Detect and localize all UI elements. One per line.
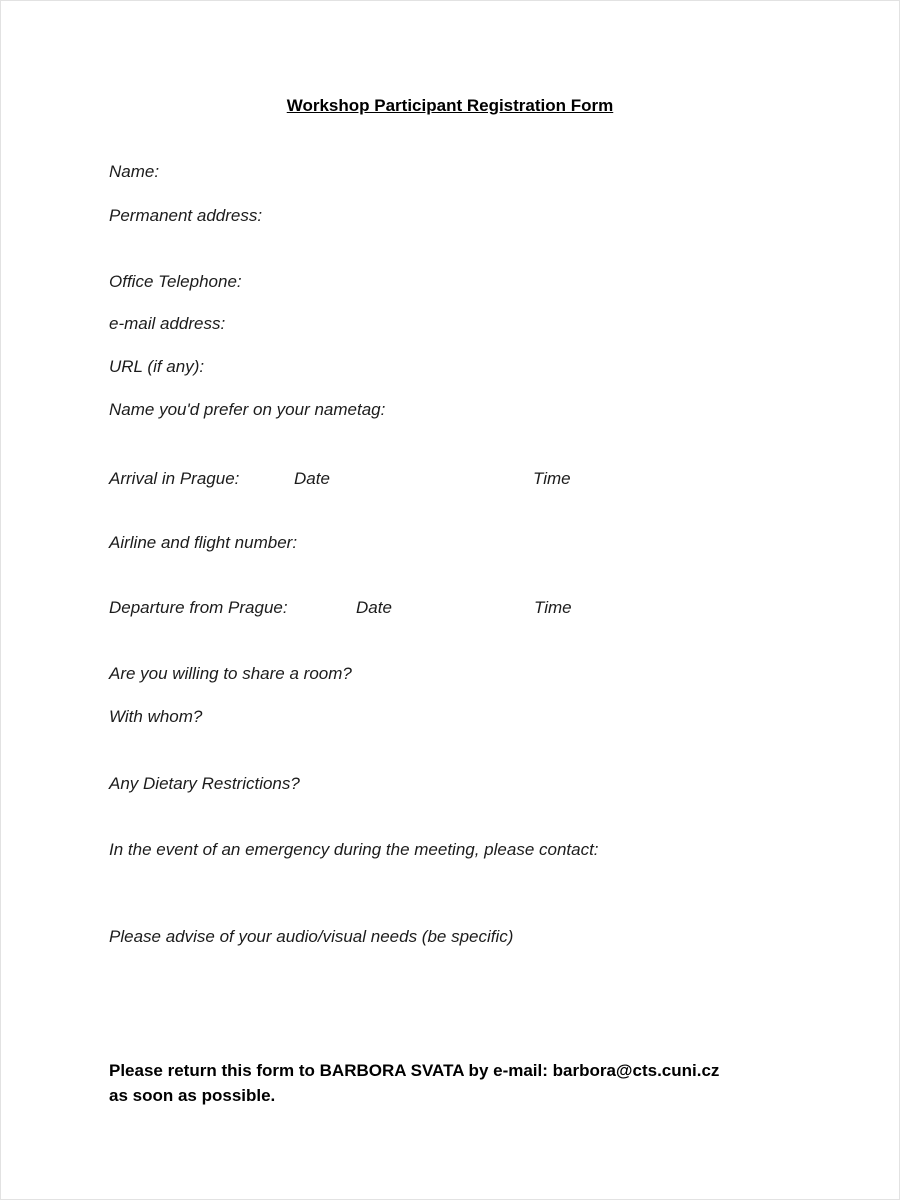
field-nametag: Name you'd prefer on your nametag: [109, 400, 386, 419]
field-departure-label: Departure from Prague: [109, 598, 288, 617]
page-title: Workshop Participant Registration Form [286, 96, 614, 115]
field-airline-flight: Airline and flight number: [109, 533, 298, 552]
field-name: Name: [109, 162, 160, 181]
field-audio-visual-needs: Please advise of your audio/visual needs (be specific) [109, 927, 514, 946]
field-dietary-restrictions: Any Dietary Restrictions? [109, 774, 300, 793]
footer-return-instructions [109, 1058, 829, 1108]
field-url: URL (if any): [109, 357, 205, 376]
field-arrival-time-label: Time [533, 469, 571, 488]
field-permanent-address: Permanent address: [109, 206, 263, 225]
field-with-whom: With whom? [109, 707, 203, 726]
field-arrival-label: Arrival in Prague: [109, 469, 240, 488]
field-departure-time-label: Time [534, 598, 572, 617]
footer-line-1: Please return this form to BARBORA SVATA by e-mail: barbora@cts.cuni.cz [109, 1061, 720, 1080]
field-departure-date-label: Date [356, 598, 392, 617]
field-arrival-date-label: Date [294, 469, 330, 488]
field-office-telephone: Office Telephone: [109, 272, 242, 291]
field-share-room: Are you willing to share a room? [109, 664, 352, 683]
field-emergency-contact: In the event of an emergency during the meeting, please contact: [109, 840, 599, 859]
field-email-address: e-mail address: [109, 314, 226, 333]
footer-line-2: as soon as possible. [109, 1086, 276, 1105]
